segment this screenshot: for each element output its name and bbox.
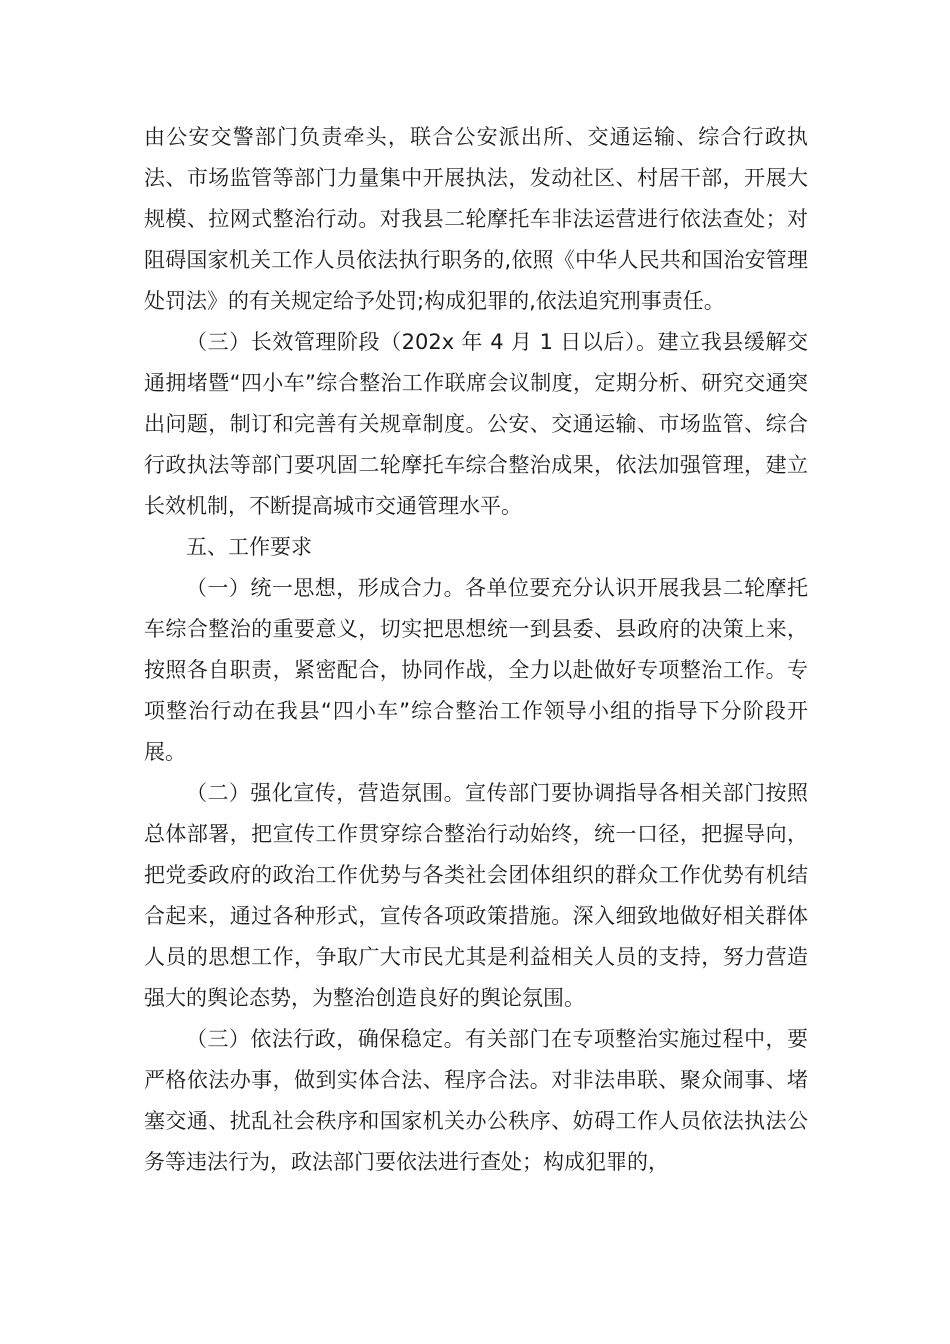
paragraph-continued: 由公安交警部门负责牵头，联合公安派出所、交通运输、综合行政执法、市场监管等部门力量集中开展执法，发动社区、村居干部，开展大规模、拉网式整治行动。对我县二轮摩托车非法运营进行依法查处；对阻碍国家机关工作人员依法执行职务的,依照《中华人民共和国治安管理处罚法》的有关规定给予处罚;构成犯罪的,依法追究刑事责任。 (144, 125, 808, 313)
paragraph-phase-three: （三）长效管理阶段（202x 年 4 月 1 日以后）。建立我县缓解交通拥堵暨“四小车”综合整治工作联席会议制度，定期分析、研究交通突出问题，制订和完善有关规章制度。公安、交通运输、市场监管、综合行政执法等部门要巩固二轮摩托车综合整治成果，依法加强管理，建立长效机制，不断提高城市交通管理水平。 (144, 330, 808, 518)
paragraph-lawful-administration: （三）依法行政，确保稳定。有关部门在专项整治实施过程中，要严格依法办事，做到实体合法、程序合法。对非法串联、聚众闹事、堵塞交通、扰乱社会秩序和国家机关办公秩序、妨碍工作人员依法执法公务等违法行为，政法部门要依法进行查处；构成犯罪的， (144, 1027, 808, 1174)
paragraph-unify-thinking: （一）统一思想，形成合力。各单位要充分认识开展我县二轮摩托车综合整治的重要意义，切实把思想统一到县委、县政府的决策上来，按照各自职责，紧密配合，协同作战，全力以赴做好专项整治工作。专项整治行动在我县“四小车”综合整治工作领导小组的指导下分阶段开展。 (144, 576, 808, 764)
document-body (144, 117, 808, 1183)
section-heading-work-requirements: 五、工作要求 (186, 535, 312, 559)
paragraph-publicity: （二）强化宣传，营造氛围。宣传部门要协调指导各相关部门按照总体部署，把宣传工作贯穿综合整治行动始终，统一口径，把握导向，把党委政府的政治工作优势与各类社会团体组织的群众工作优势有机结合起来，通过各种形式，宣传各项政策措施。深入细致地做好相关群体人员的思想工作，争取广大市民尤其是利益相关人员的支持，努力营造强大的舆论态势，为整治创造良好的舆论氛围。 (144, 781, 808, 1010)
